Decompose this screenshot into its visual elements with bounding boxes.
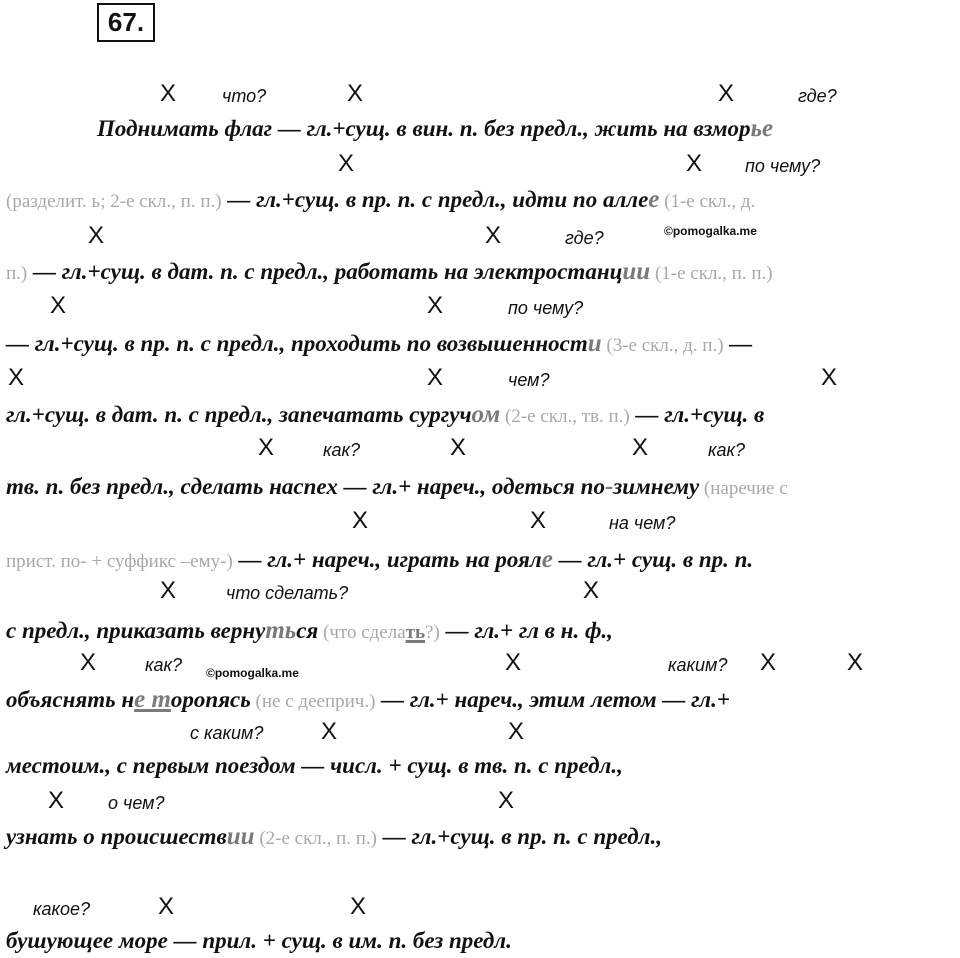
case-mark: X [632, 434, 649, 461]
question-label: где? [565, 228, 604, 248]
line-text: с предл., приказать верну [6, 618, 266, 643]
case-mark: X [48, 787, 65, 814]
case-mark: X [530, 507, 547, 534]
case-mark: X [321, 718, 338, 745]
case-mark: X [338, 150, 355, 177]
case-mark: X [427, 292, 444, 319]
text-line-12 [6, 928, 512, 954]
text-line-1 [97, 115, 773, 143]
question-label: на чем? [609, 513, 676, 533]
grey-note: (1-е скл., д. [659, 191, 756, 212]
case-mark: X [718, 80, 735, 107]
line-text: бушующее море — прил. + сущ. в им. п. без предл. [6, 928, 512, 953]
highlight-ending: и [587, 330, 602, 357]
case-mark: X [760, 649, 777, 676]
question-label: где? [798, 86, 837, 106]
grey-note: (2-е скл., тв. п.) [500, 406, 630, 427]
line-text: — гл.+ нареч., этим летом — гл.+ [375, 687, 730, 712]
case-mark: X [350, 893, 367, 920]
text-line-10 [6, 753, 623, 779]
case-mark: X [583, 577, 600, 604]
question-label: чем? [508, 370, 550, 390]
case-mark: X [80, 649, 97, 676]
case-mark: X [821, 364, 838, 391]
question-label: с каким? [190, 723, 264, 743]
line-text: — гл.+сущ. в пр. п. с предл., идти по алле [221, 187, 649, 212]
highlight-suffix: ть [265, 617, 297, 644]
line-text: Поднимать флаг — гл.+сущ. в вин. п. без предл., жить на взмор [97, 116, 751, 141]
highlight-ending: ии [622, 258, 651, 285]
highlight-ending: ом [471, 401, 501, 428]
line-text: местоим., с первым поездом — числ. + сущ. в тв. п. с предл., [6, 753, 623, 778]
grey-note: ?) [425, 622, 440, 643]
highlight-ending: е [541, 546, 553, 573]
text-line-2 [6, 186, 755, 214]
case-mark: X [347, 80, 364, 107]
question-label: что сделать? [226, 583, 349, 603]
grey-note: п.) [6, 263, 28, 284]
case-mark: X [258, 434, 275, 461]
case-mark: X [508, 718, 525, 745]
watermark: ©pomogalka.me [206, 666, 299, 680]
line-text: узнать о происшеств [6, 824, 227, 849]
case-mark: X [427, 364, 444, 391]
question-label: каким? [668, 655, 728, 675]
line-text: — гл.+сущ. в пр. п. с предл., [377, 824, 662, 849]
line-text: ся [296, 618, 319, 643]
grey-note: (разделит. ь; 2-е скл., п. п.) [6, 191, 222, 212]
grey-note-underlined: ть [405, 622, 426, 643]
case-mark: X [160, 80, 177, 107]
exercise-number: 67. [97, 3, 155, 42]
highlight-ending: ье [750, 115, 774, 142]
line-text: зимнему [613, 474, 700, 499]
line-text: — гл.+сущ. в дат. п. с предл., работать на электростанц [27, 259, 623, 284]
question-label: по чему? [508, 298, 584, 318]
grey-note: (1-е скл., п. п.) [650, 263, 773, 284]
line-text: гл.+сущ. в дат. п. с предл., запечатать сургуч [6, 402, 472, 427]
text-line-8 [6, 617, 613, 645]
highlight-ending: ии [226, 823, 255, 850]
grey-note: (что сдела [318, 622, 406, 643]
case-mark: X [8, 364, 25, 391]
line-text: объяснять н [6, 687, 135, 712]
question-label: какое? [33, 899, 91, 919]
case-mark: X [498, 787, 515, 814]
grey-note: (2-е скл., п. п.) [254, 828, 377, 849]
case-mark: X [160, 577, 177, 604]
text-line-9 [6, 686, 730, 714]
line-text: тв. п. без предл., сделать наспех — гл.+ нареч., одеться по [6, 474, 605, 499]
text-line-6 [6, 473, 788, 501]
grey-note: (не с дееприч.) [250, 691, 376, 712]
case-mark: X [158, 893, 175, 920]
highlight-ending: е [648, 186, 660, 213]
text-line-3 [6, 258, 773, 286]
line-text: — гл.+ сущ. в пр. п. [552, 547, 754, 572]
case-mark: X [352, 507, 369, 534]
question-label: как? [708, 440, 746, 460]
line-text: — [723, 331, 753, 356]
grey-note: (3-е скл., д. п.) [601, 335, 724, 356]
highlight-prefix: е т [134, 686, 171, 713]
question-label: как? [145, 655, 183, 675]
question-label: что? [222, 86, 267, 106]
text-line-4 [6, 330, 752, 358]
case-mark: X [686, 150, 703, 177]
watermark: ©pomogalka.me [664, 224, 757, 238]
text-line-7 [6, 546, 753, 574]
case-mark: X [485, 222, 502, 249]
question-label: о чем? [108, 793, 165, 813]
highlight-hyphen: - [604, 473, 614, 500]
question-label: по чему? [745, 156, 821, 176]
grey-note: (наречие с [699, 478, 788, 499]
case-mark: X [50, 292, 67, 319]
text-line-5 [6, 401, 764, 429]
case-mark: X [450, 434, 467, 461]
question-label: как? [323, 440, 361, 460]
line-text: — гл.+сущ. в пр. п. с предл., проходить по возвышенност [6, 331, 588, 356]
text-line-11 [6, 823, 662, 851]
case-mark: X [505, 649, 522, 676]
line-text: — гл.+ нареч., играть на роял [232, 547, 542, 572]
line-text: — гл.+сущ. в [629, 402, 765, 427]
case-mark: X [847, 649, 864, 676]
grey-note: прист. по- + суффикс –ему-) [6, 551, 233, 572]
line-text: оропясь [170, 687, 251, 712]
case-mark: X [88, 222, 105, 249]
line-text: — гл.+ гл в н. ф., [439, 618, 613, 643]
